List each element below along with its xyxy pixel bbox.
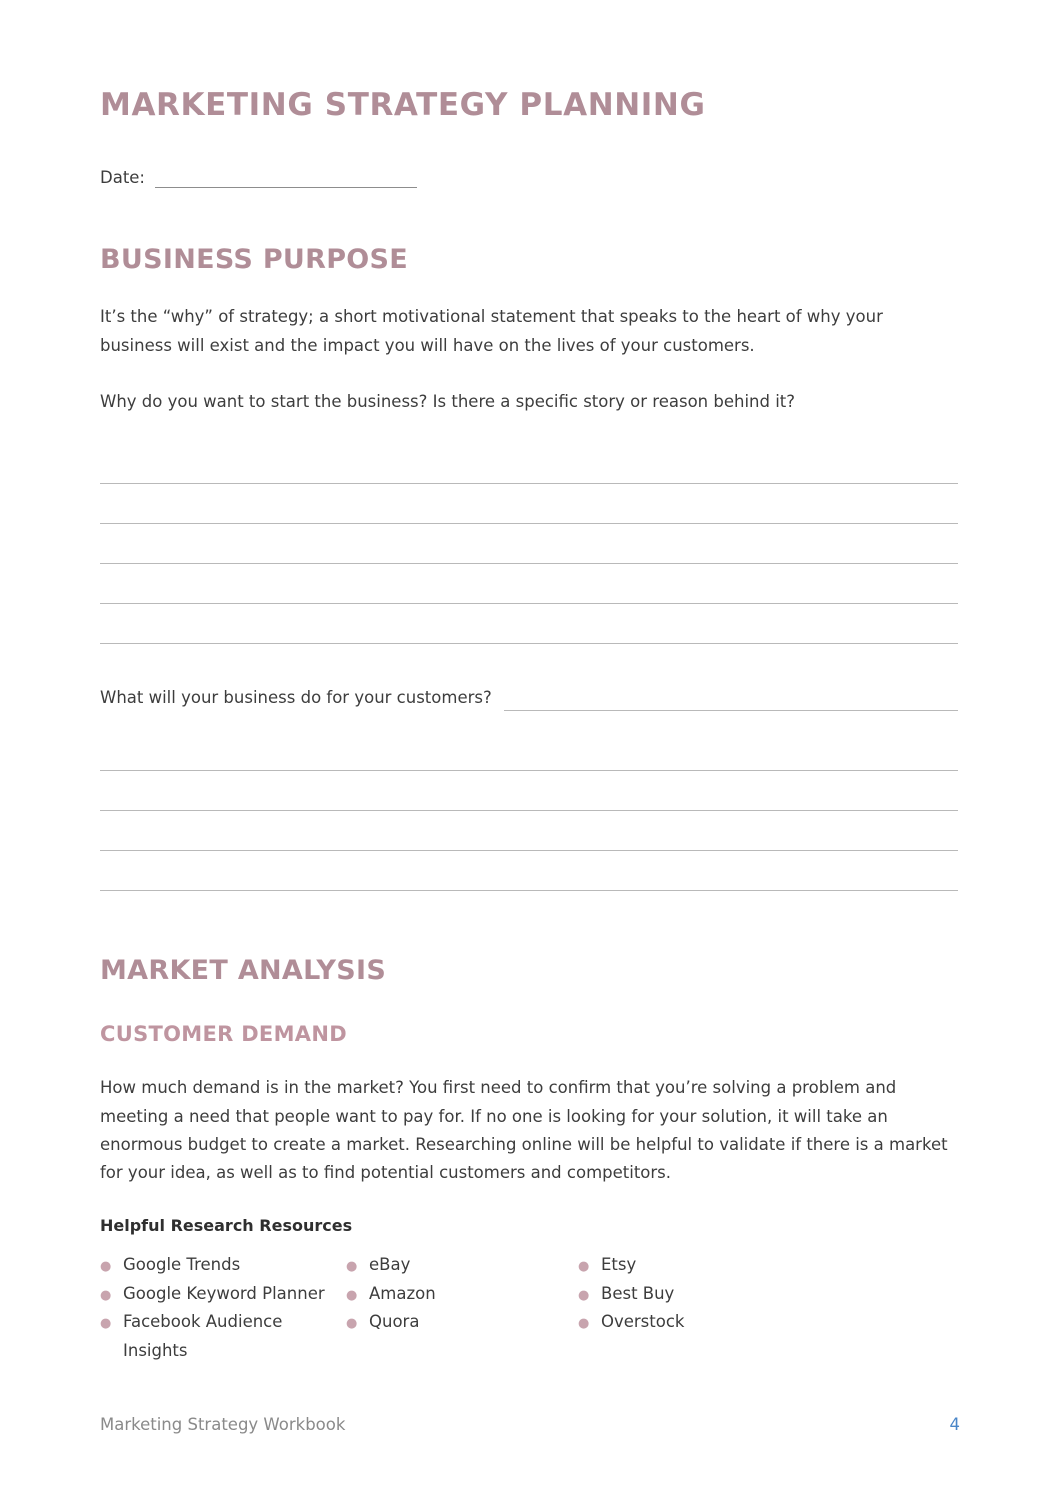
page-title: MARKETING STRATEGY PLANNING (100, 87, 706, 123)
list-item (578, 1280, 824, 1309)
bullet-icon: ● (578, 1258, 590, 1274)
date-label: Date: (100, 167, 145, 187)
business-purpose-intro: It’s the “why” of strategy; a short motivational statement that speaks to the heart of why your business will exist and the impact you will have on the lives of your customers. (100, 307, 883, 355)
list-item (346, 1280, 578, 1309)
customer-demand-paragraph: How much demand is in the market? You first need to confirm that you’re solving a problem and meeting a need that people want to pay for. If no one is looking for your solution, it will take an enormous budget to create a market. Researching online will be helpful to validate if there is a market for your idea, as well as to find potential customers and competitors. (100, 1078, 948, 1183)
resource-label: Best Buy (601, 1283, 675, 1303)
date-input-rule[interactable] (155, 187, 417, 188)
subsection-heading-customer-demand: CUSTOMER DEMAND (100, 1022, 347, 1047)
resources-column-1 (100, 1251, 346, 1366)
list-item (346, 1251, 578, 1280)
list-item (100, 1308, 346, 1365)
resources-column-3 (578, 1251, 824, 1366)
business-purpose-question-2: What will your business do for your customers? (100, 688, 492, 708)
answer-line[interactable] (100, 484, 958, 524)
resource-label: Etsy (601, 1254, 637, 1274)
resources-label: Helpful Research Resources (100, 1215, 353, 1235)
answer-lines-question-2 (100, 731, 960, 891)
resource-label: Quora (369, 1312, 420, 1332)
resource-label: eBay (369, 1254, 411, 1274)
page-footer (100, 1415, 960, 1434)
section-heading-market-analysis: MARKET ANALYSIS (100, 955, 387, 987)
list-item (578, 1251, 824, 1280)
answer-line[interactable] (100, 731, 958, 771)
resource-label: Overstock (601, 1312, 685, 1332)
bullet-icon: ● (100, 1316, 112, 1332)
answer-lines-question-1 (100, 444, 960, 644)
list-item (100, 1280, 346, 1309)
answer-line[interactable] (100, 564, 958, 604)
bullet-icon: ● (346, 1316, 358, 1332)
list-item (346, 1308, 578, 1337)
footer-title: Marketing Strategy Workbook (100, 1415, 346, 1434)
resources-column-2 (346, 1251, 578, 1366)
answer-line[interactable] (100, 771, 958, 811)
bullet-icon: ● (346, 1287, 358, 1303)
list-item (578, 1308, 824, 1337)
answer-line[interactable] (504, 710, 958, 711)
list-item (100, 1251, 346, 1280)
bullet-icon: ● (100, 1258, 112, 1274)
business-purpose-question-1: Why do you want to start the business? Is there a specific story or reason behind it? (100, 391, 796, 411)
answer-line[interactable] (100, 444, 958, 484)
bullet-icon: ● (346, 1258, 358, 1274)
resource-label: Facebook Audience Insights (123, 1312, 283, 1360)
answer-line[interactable] (100, 524, 958, 564)
resource-label: Google Trends (123, 1254, 241, 1274)
resource-label: Google Keyword Planner (123, 1283, 325, 1303)
answer-line[interactable] (100, 604, 958, 644)
answer-line[interactable] (100, 851, 958, 891)
footer-page-number: 4 (949, 1415, 960, 1434)
research-resources-columns (100, 1251, 960, 1366)
resource-label: Amazon (369, 1283, 436, 1303)
answer-line[interactable] (100, 811, 958, 851)
section-heading-business-purpose: BUSINESS PURPOSE (100, 244, 409, 276)
bullet-icon: ● (100, 1287, 112, 1303)
business-purpose-question-2-row (100, 688, 958, 711)
bullet-icon: ● (578, 1287, 590, 1303)
date-field-row (100, 167, 960, 189)
bullet-icon: ● (578, 1316, 590, 1332)
